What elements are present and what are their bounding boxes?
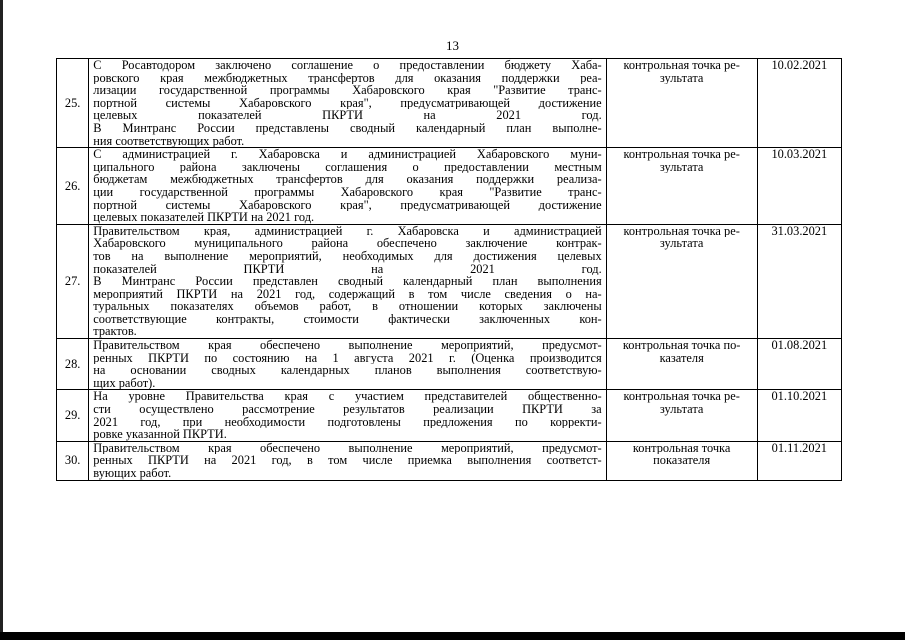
row-control-type <box>606 390 757 441</box>
description-line: ровского края межбюджетных трансфертов для оказания поддержки реа- <box>93 71 602 85</box>
row-number: 30. <box>57 441 89 480</box>
control-type-line: контрольная точка ре- <box>623 59 740 72</box>
table-row <box>57 390 842 441</box>
control-type-line: зультата <box>659 71 704 85</box>
description-line: Правительством края обеспечено выполнение мероприятий, предусмот- <box>93 441 602 455</box>
description-line: Правительством края обеспечено выполнение мероприятий, предусмот- <box>93 339 602 352</box>
table-row <box>57 59 842 148</box>
control-type-line: показателя <box>653 454 711 467</box>
row-control-type <box>606 441 757 480</box>
description-line: В Минтранс России представлены сводный календарный план выполне- <box>93 121 602 135</box>
control-type-line: зультата <box>659 237 704 250</box>
description-line: ренных ПКРТИ на 2021 год, в том числе приемка выполнения соответст- <box>93 454 602 467</box>
row-description <box>89 339 606 390</box>
row-date: 01.08.2021 <box>757 339 841 390</box>
description-line: В Минтранс России представлен сводный календарный план выполнения <box>93 275 602 288</box>
description-line: портной системы Хабаровского края", предусматривающей достижение <box>93 198 602 212</box>
row-description <box>89 441 606 480</box>
description-line: соответствующие контракты, стоимости фактически заключенных кон- <box>93 312 602 326</box>
description-line: вующих работ. <box>93 467 172 480</box>
table-row <box>57 148 842 225</box>
row-control-type <box>606 59 757 148</box>
row-description <box>89 224 606 338</box>
description-line: целевых показателей ПКРТИ на 2021 год. <box>93 211 315 224</box>
row-control-type <box>606 224 757 338</box>
description-line: Хабаровского муниципального района обеспечено заключение контрак- <box>93 237 602 250</box>
control-type-line: контрольная точка по- <box>622 339 741 352</box>
row-number: 26. <box>57 148 89 225</box>
description-line: С администрацией г. Хабаровска и администрацией Хабаровского муни- <box>93 148 602 161</box>
description-line: бюджетам межбюджетных трансфертов для оказания поддержки реализа- <box>93 173 602 186</box>
row-number: 27. <box>57 224 89 338</box>
row-number: 25. <box>57 59 89 148</box>
row-date: 01.10.2021 <box>757 390 841 441</box>
description-line: ровке указанной ПКРТИ. <box>93 428 227 441</box>
control-type-line: зультата <box>659 160 704 174</box>
description-line: 2021 год, при необходимости подготовлены предложения по корректи- <box>93 415 602 429</box>
control-type-line: контрольная точка ре- <box>623 148 740 161</box>
row-date: 10.02.2021 <box>757 59 841 148</box>
description-line: мероприятий ПКРТИ на 2021 год, содержащий в том числе сведения о на- <box>93 287 602 301</box>
description-line: На уровне Правительства края с участием представителей общественно- <box>93 390 602 404</box>
control-type-line: контрольная точка ре- <box>623 224 740 238</box>
row-description <box>89 148 606 225</box>
description-line: показателей ПКРТИ на 2021 год. <box>93 262 602 276</box>
description-line: ния соответствующих работ. <box>93 134 245 148</box>
control-type-line: зультата <box>659 403 704 416</box>
description-line: трактов. <box>93 325 137 339</box>
scan-left-edge <box>0 0 3 640</box>
control-points-table <box>56 58 842 481</box>
control-type-line: казателя <box>659 351 704 365</box>
description-line: ции государственной программы Хабаровского края "Развитие транс- <box>93 185 602 199</box>
row-date: 01.11.2021 <box>757 441 841 480</box>
table-row <box>57 441 842 480</box>
description-line: туральных показателях объемов работ, в отношении которых заключены <box>93 300 602 313</box>
description-line: тов на выполнение мероприятий, необходимых для достижения целевых <box>93 249 602 263</box>
description-line: щих работ). <box>93 376 156 390</box>
description-line: целевых показателей ПКРТИ на 2021 год. <box>93 109 602 122</box>
description-line: сти осуществлено рассмотрение результатов реализации ПКРТИ за <box>93 403 602 416</box>
description-line: ципального района заключены соглашения о предоставлении местным <box>93 160 602 174</box>
description-line: лизации государственной программы Хабаровского края "Развитие транс- <box>93 84 602 97</box>
table-row <box>57 339 842 390</box>
scan-bottom-edge <box>0 632 905 640</box>
row-number: 29. <box>57 390 89 441</box>
control-type-line: контрольная точка <box>632 441 731 455</box>
row-number: 28. <box>57 339 89 390</box>
page-number: 13 <box>446 38 459 53</box>
row-description <box>89 59 606 148</box>
row-description <box>89 390 606 441</box>
row-date: 10.03.2021 <box>757 148 841 225</box>
description-line: С Росавтодором заключено соглашение о предоставлении бюджету Хаба- <box>93 59 602 72</box>
description-line: Правительством края, администрацией г. Хабаровска и администрацией <box>93 224 602 238</box>
table-row <box>57 224 842 338</box>
row-date: 31.03.2021 <box>757 224 841 338</box>
control-type-line: контрольная точка ре- <box>623 390 740 404</box>
table-body <box>57 59 842 481</box>
description-line: ренных ПКРТИ по состоянию на 1 августа 2021 г. (Оценка производится <box>93 351 602 365</box>
description-line: на основании сводных календарных планов выполнения соответствую- <box>93 364 602 377</box>
description-line: портной системы Хабаровского края", предусматривающей достижение <box>93 96 602 110</box>
row-control-type <box>606 339 757 390</box>
row-control-type <box>606 148 757 225</box>
